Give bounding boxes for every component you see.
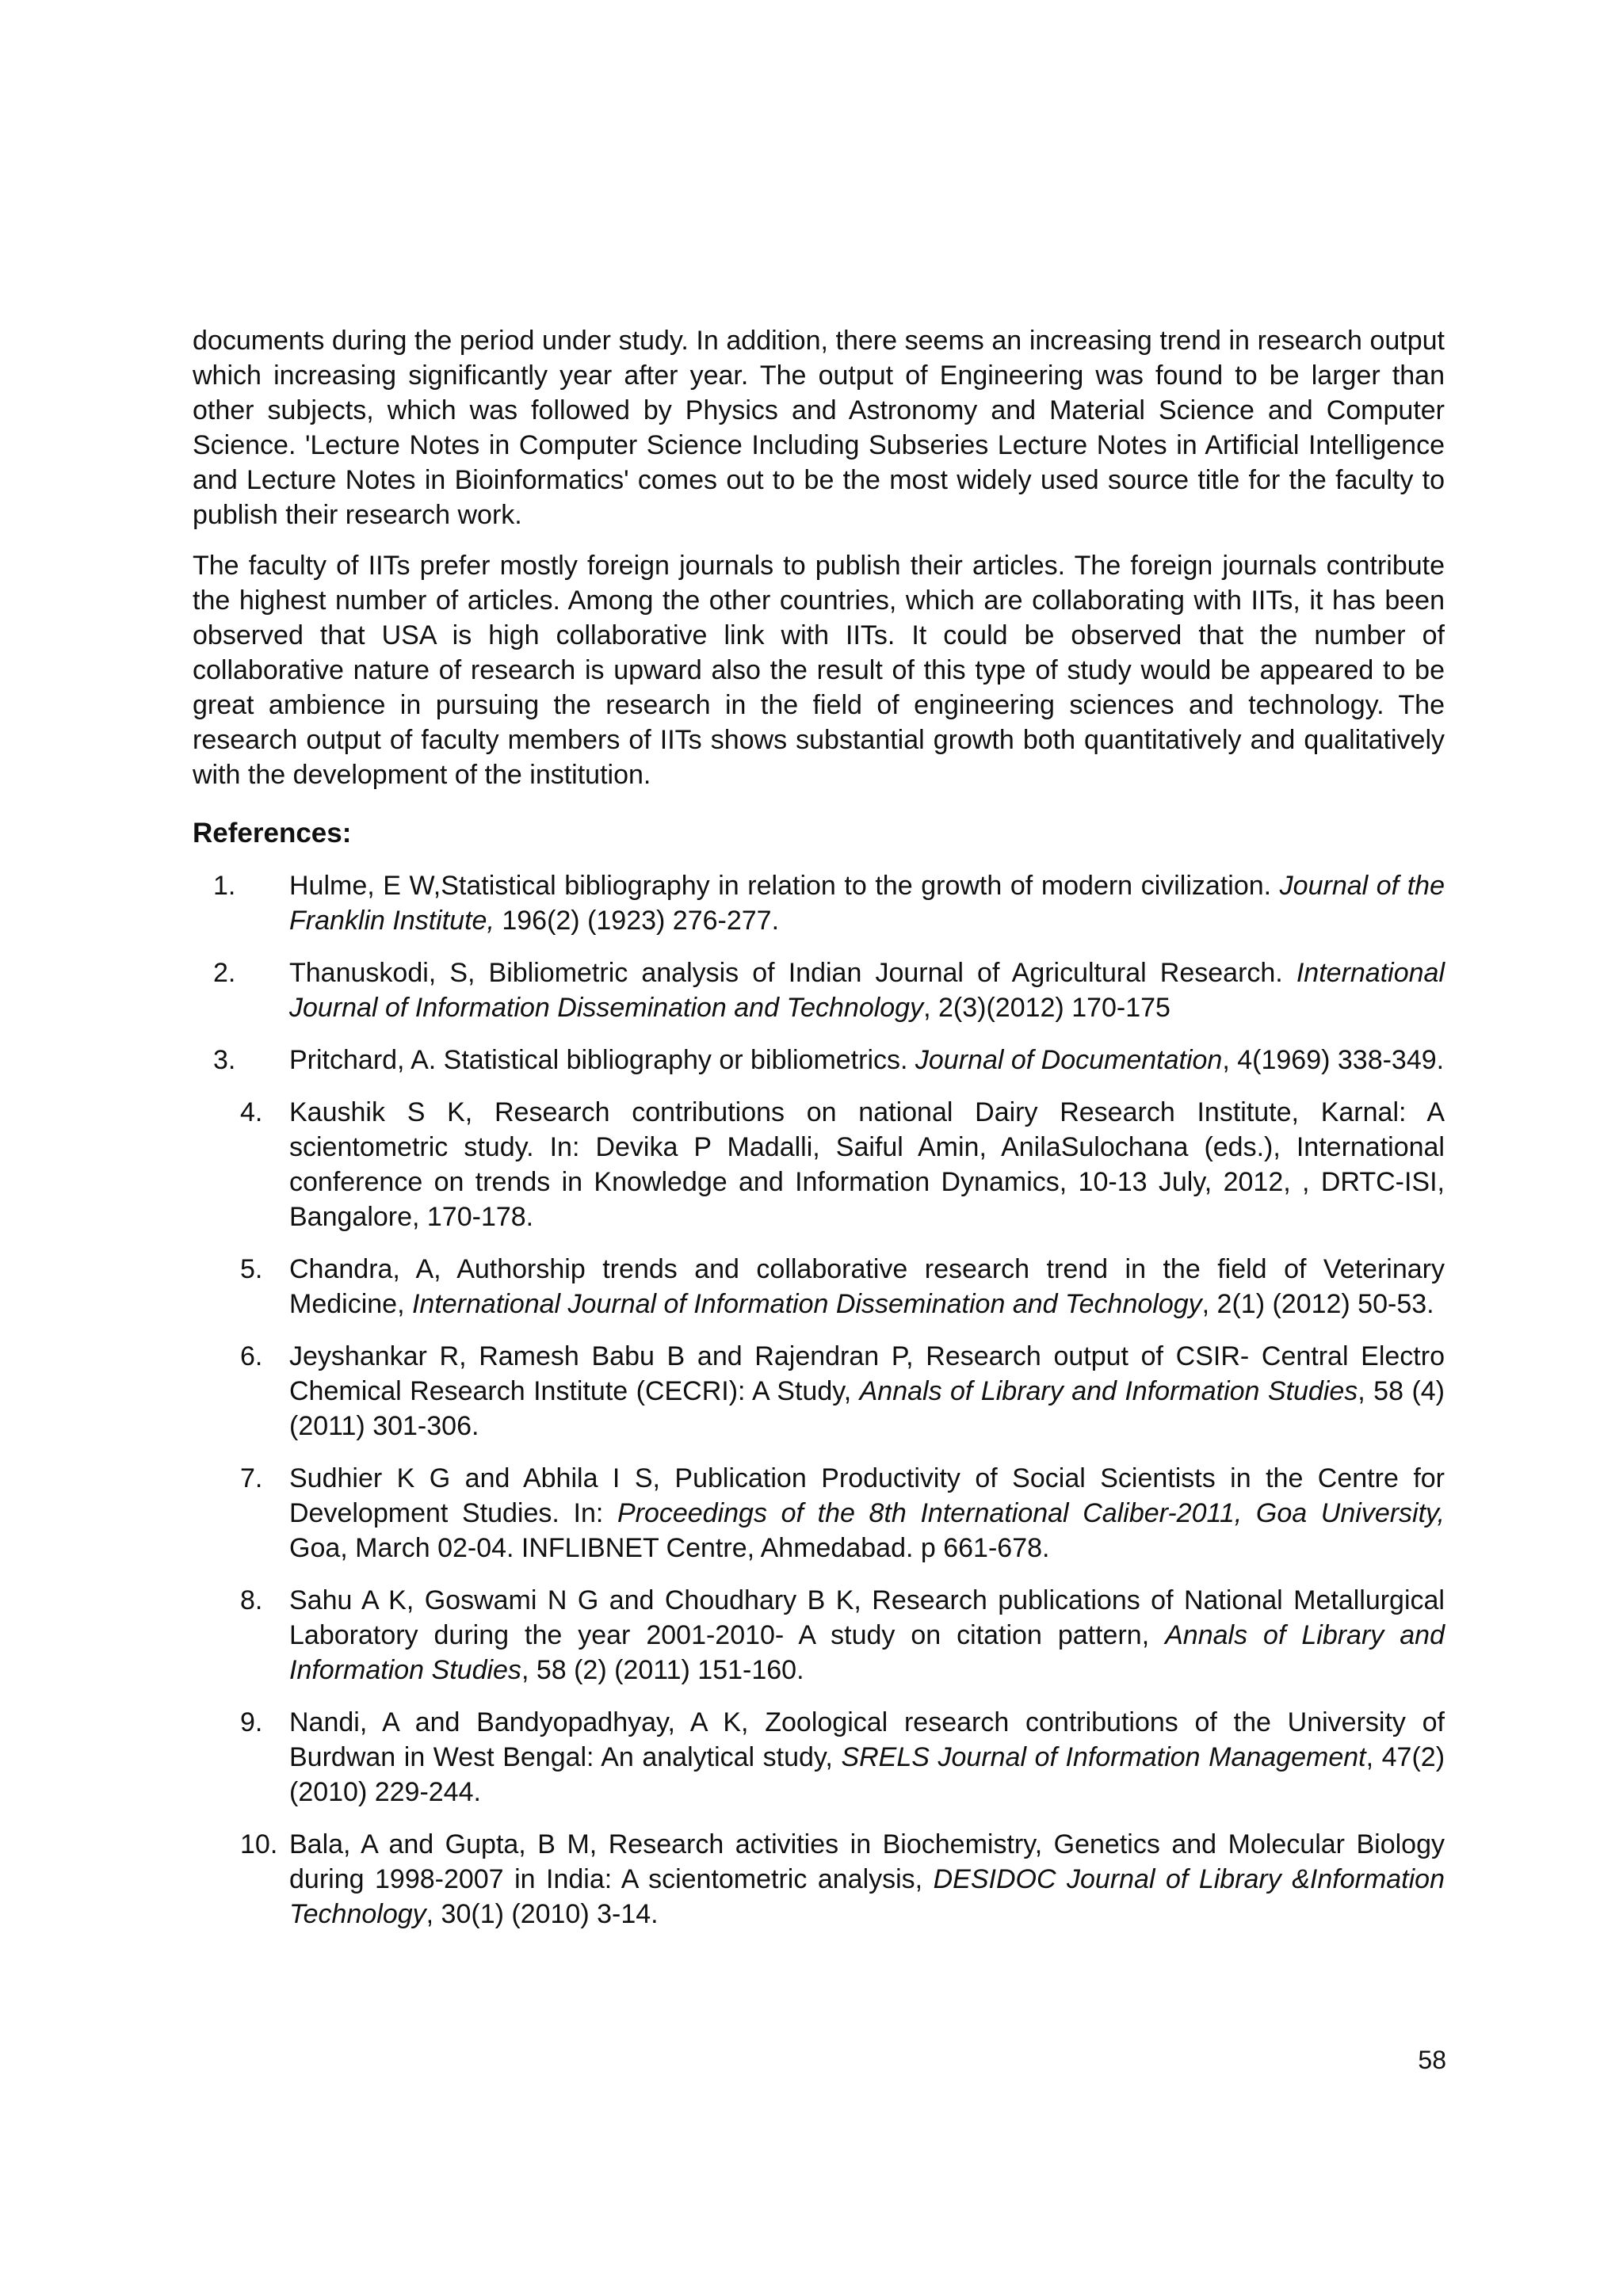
reference-text — [289, 1461, 1445, 1566]
reference-text — [289, 1252, 1445, 1322]
reference-text-part: , 2(3)(2012) 170-175 — [923, 993, 1170, 1023]
reference-number: 9. — [240, 1707, 263, 1737]
reference-text-part: , 58 (2) (2011) 151-160. — [521, 1655, 804, 1685]
reference-source-title: Journal of the Franklin Institute, — [289, 871, 1445, 936]
body-paragraph-2: The faculty of IITs prefer mostly foreign journals to publish their articles. The foreign journals contribute the highest number of articles. Among the other countries, which are collaborating with IITs, it has been observed that USA is high collaborative link with IITs. It could be observed that the number of collaborative nature of research is upward also the result of this type of study would be appeared to be great ambience in pursuing the research in the field of engineering sciences and technology. The research output of faculty members of IITs shows substantial growth both quantitatively and qualitatively with the development of the institution. — [193, 551, 1445, 790]
reference-number: 7. — [240, 1463, 263, 1493]
reference-text-part: Sahu A K, Goswami N G and Choudhary B K, Research publications of National Metallurgical Laboratory during the year 2001-2010- A study on citation pattern, — [289, 1585, 1445, 1650]
reference-source-title: DESIDOC Journal of Library &Information Technology — [289, 1864, 1445, 1929]
reference-text-part: Sudhier K G and Abhila I S, Publication Productivity of Social Scientists in the Centre for Development Studies. In: — [289, 1463, 1445, 1528]
reference-item-10 — [193, 1827, 1445, 1932]
reference-source-title: International Journal of Information Dissemination and Technology — [289, 958, 1445, 1023]
body-paragraph-1: documents during the period under study. In addition, there seems an increasing trend in research output which increasing significantly year after year. The output of Engineering was found to be larger than other subjects, which was followed by Physics and Astronomy and Material Science and Computer Science. 'Lecture Notes in Computer Science Including Subseries Lecture Notes in Artificial Intelligence and Lecture Notes in Bioinformatics' comes out to be the most widely used source title for the faculty to publish their research work. — [193, 326, 1445, 530]
reference-text — [289, 1827, 1445, 1932]
reference-item-3 — [193, 1043, 1445, 1077]
page-number: 58 — [1418, 2046, 1446, 2074]
references-heading: References: — [193, 818, 352, 849]
reference-text-part: Pritchard, A. Statistical bibliography or bibliometrics. — [289, 1045, 915, 1075]
reference-item-1 — [193, 868, 1445, 938]
reference-text-part: Hulme, E W,Statistical bibliography in relation to the growth of modern civilization. — [289, 871, 1280, 901]
reference-text — [289, 868, 1445, 938]
reference-text-part: Nandi, A and Bandyopadhyay, A K, Zoological research contributions of the University of Burdwan in West Bengal: An analytical study, — [289, 1707, 1445, 1772]
reference-number: 1. — [213, 871, 236, 901]
reference-text-part: Bala, A and Gupta, B M, Research activities in Biochemistry, Genetics and Molecular Biology during 1998-2007 in India: A scientometric analysis, — [289, 1829, 1445, 1894]
reference-text — [289, 1095, 1445, 1234]
page-content — [193, 323, 1445, 1949]
reference-item-6 — [193, 1339, 1445, 1444]
reference-text — [289, 1705, 1445, 1810]
reference-number: 3. — [213, 1045, 236, 1075]
reference-item-5 — [193, 1252, 1445, 1322]
reference-text-part: Kaushik S K, Research contributions on national Dairy Research Institute, Karnal: A scientometric study. In: Devika P Madalli, Saiful Amin, AnilaSulochana (eds.), International conference on trends in Knowledge and Information Dynamics, 10-13 July, 2012, , DRTC-ISI, Bangalore, 170-178. — [289, 1097, 1445, 1232]
reference-item-4 — [193, 1095, 1445, 1234]
reference-source-title: Proceedings of the 8th International Caliber-2011, Goa University, — [617, 1498, 1445, 1528]
reference-text-part: , 30(1) (2010) 3-14. — [426, 1899, 659, 1929]
reference-number: 2. — [213, 958, 236, 988]
reference-text-part: , 4(1969) 338-349. — [1222, 1045, 1445, 1075]
reference-source-title: Journal of Documentation — [915, 1045, 1223, 1075]
references-list — [193, 868, 1445, 1932]
reference-source-title: Annals of Library and Information Studies — [859, 1376, 1358, 1406]
reference-text — [289, 1583, 1445, 1688]
reference-source-title: International Journal of Information Dissemination and Technology — [411, 1289, 1202, 1319]
reference-number: 5. — [240, 1254, 263, 1284]
reference-text-part: Chandra, A, Authorship trends and collaborative research trend in the field of Veterinary Medicine, — [289, 1254, 1445, 1319]
reference-text-part: 196(2) (1923) 276-277. — [494, 906, 780, 936]
reference-item-9 — [193, 1705, 1445, 1810]
reference-source-title: Annals of Library and Information Studies — [289, 1620, 1445, 1685]
reference-item-2 — [193, 955, 1445, 1025]
reference-item-8 — [193, 1583, 1445, 1688]
reference-text — [289, 1339, 1445, 1444]
reference-source-title: SRELS Journal of Information Management — [841, 1742, 1366, 1772]
reference-text-part: Thanuskodi, S, Bibliometric analysis of Indian Journal of Agricultural Research. — [289, 958, 1296, 988]
reference-text-part: , 47(2) (2010) 229-244. — [289, 1742, 1445, 1807]
reference-text — [289, 955, 1445, 1025]
reference-number: 6. — [240, 1341, 263, 1371]
reference-text-part: Jeyshankar R, Ramesh Babu B and Rajendran P, Research output of CSIR- Central Electro Chemical Research Institute (CECRI): A Study, — [289, 1341, 1445, 1406]
reference-text-part: Goa, March 02-04. INFLIBNET Centre, Ahmedabad. p 661-678. — [289, 1533, 1050, 1563]
reference-number: 10. — [240, 1829, 278, 1859]
reference-number: 8. — [240, 1585, 263, 1615]
reference-text — [289, 1043, 1445, 1077]
reference-number: 4. — [240, 1097, 263, 1127]
reference-text-part: , 2(1) (2012) 50-53. — [1201, 1289, 1434, 1319]
reference-text-part: , 58 (4) (2011) 301-306. — [289, 1376, 1445, 1441]
reference-item-7 — [193, 1461, 1445, 1566]
